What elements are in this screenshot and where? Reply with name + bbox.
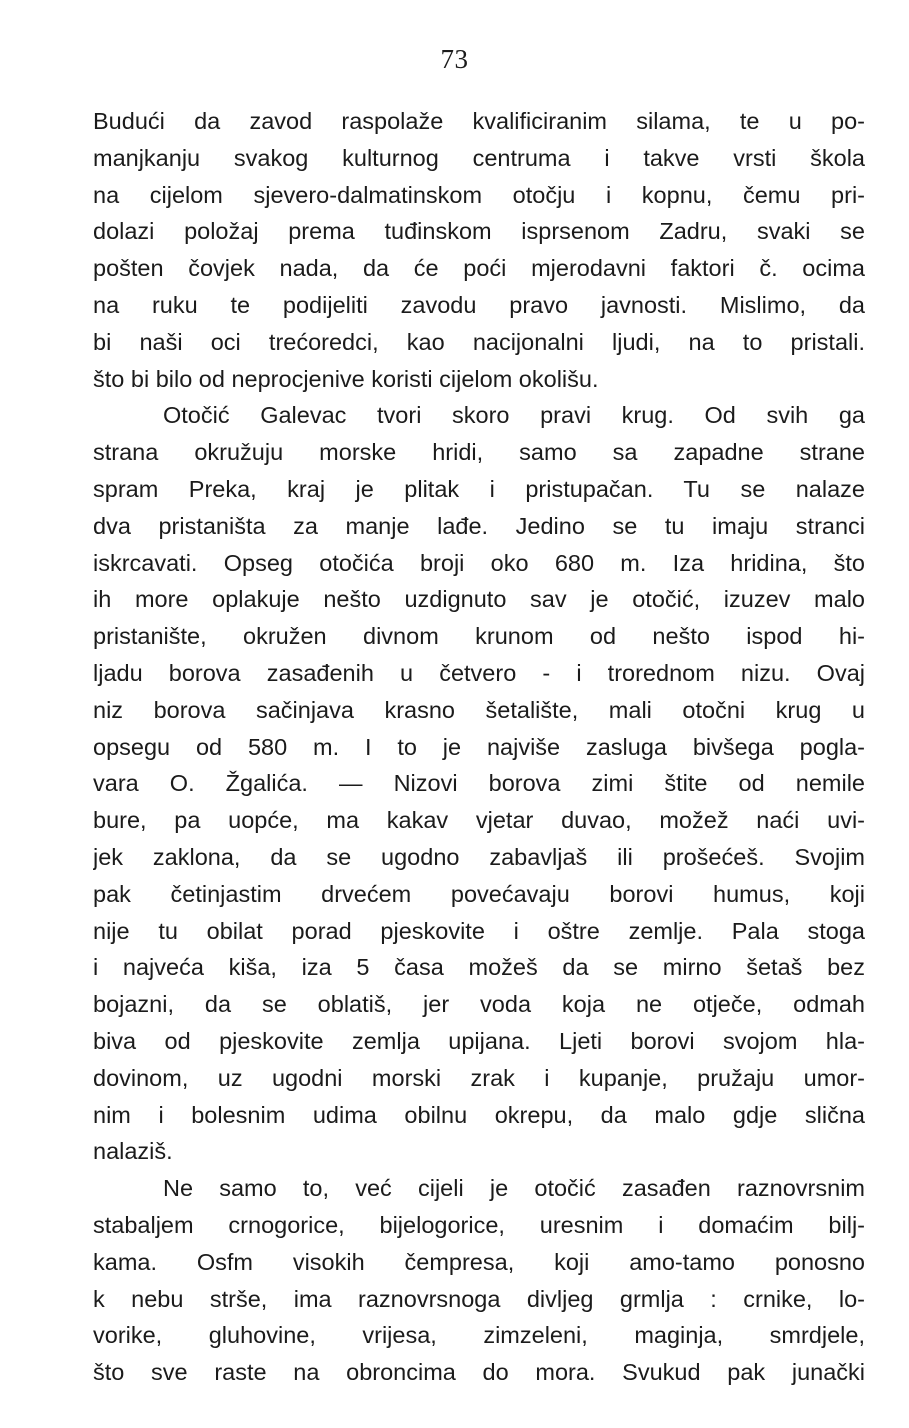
text-line: bi naši oci trećoredci, kao nacijonalni ljudi, na to pristali. — [93, 328, 865, 355]
text-line: bure, pa uopće, ma kakav vjetar duvao, možež naći uvi- — [93, 807, 865, 834]
text-line: pošten čovjek nada, da će poći mjerodavni faktori č. ocima — [93, 255, 865, 282]
text-line: jek zaklona, da se ugodno zabavljaš ili prošećeš. Svojim — [93, 843, 865, 870]
text-line: dolazi položaj prema tuđinskom isprsenom Zadru, svaki se — [93, 218, 865, 245]
text-line: opsegu od 580 m. I to je najviše zasluga bivšega pogla- — [93, 733, 865, 760]
page-number: 73 — [440, 44, 469, 74]
text-line: niz borova sačinjava krasno šetalište, mali otočni krug u — [93, 696, 865, 723]
text-line: kama. Osfm visokih čempresa, koji amo-tamo ponosno — [93, 1248, 865, 1275]
text-line: stabaljem crnogorice, bijelogorice, uresnim i domaćim bilj- — [93, 1211, 865, 1238]
text-line: ljadu borova zasađenih u četvero - i trorednom nizu. Ovaj — [93, 659, 865, 686]
text-line: i najveća kiša, iza 5 časa možeš da se mirno šetaš bez — [93, 954, 865, 981]
text-line: Ne samo to, već cijeli je otočić zasađen raznovrsnim — [163, 1175, 865, 1202]
text-line: iskrcavati. Opseg otočića broji oko 680 m. Iza hridina, što — [93, 549, 865, 576]
text-line: k nebu strše, ima raznovrsnoga divljeg grmlja : crnike, lo- — [93, 1285, 865, 1312]
text-line: spram Preka, kraj je plitak i pristupačan. Tu se nalaze — [93, 475, 865, 502]
text-line: nalaziš. — [93, 1138, 173, 1165]
text-line: bojazni, da se oblatiš, jer voda koja ne otječe, odmah — [93, 991, 865, 1018]
text-line: pak četinjastim drvećem povećavaju borovi humus, koji — [93, 880, 865, 907]
text-line: Otočić Galevac tvori skoro pravi krug. Od svih ga — [163, 402, 865, 429]
text-line: Budući da zavod raspolaže kvalificiranim silama, te u po- — [93, 108, 865, 134]
text-line: strana okružuju morske hridi, samo sa zapadne strane — [93, 439, 865, 466]
text-line: što sve raste na obroncima do mora. Svukud pak junački — [93, 1359, 865, 1386]
text-line: dovinom, uz ugodni morski zrak i kupanje, pružaju umor- — [93, 1064, 865, 1091]
text-line: nim i bolesnim udima obilnu okrepu, da malo gdje slična — [93, 1101, 865, 1128]
text-line: što bi bilo od neprocjenive koristi cijelom okolišu. — [93, 365, 599, 392]
text-line: pristanište, okružen divnom krunom od nešto ispod hi- — [93, 623, 865, 650]
text-line: dva pristaništa za manje lađe. Jedino se tu imaju stranci — [93, 512, 865, 539]
text-line: vorike, gluhovine, vrijesa, zimzeleni, maginja, smrdjele, — [93, 1322, 865, 1349]
text-line: na ruku te podijeliti zavodu pravo javnosti. Mislimo, da — [93, 291, 865, 318]
text-line: ih more oplakuje nešto uzdignuto sav je otočić, izuzev malo — [93, 586, 865, 613]
body-text — [93, 103, 865, 1391]
text-line: na cijelom sjevero-dalmatinskom otočju i kopnu, čemu pri- — [93, 181, 865, 208]
text-line: biva od pjeskovite zemlja upijana. Ljeti borovi svojom hla- — [93, 1027, 865, 1054]
text-line: nije tu obilat porad pjeskovite i oštre zemlje. Pala stoga — [93, 917, 865, 944]
text-line: manjkanju svakog kulturnog centruma i takve vrsti škola — [93, 144, 865, 171]
text-line: vara O. Žgalića. — Nizovi borova zimi štite od nemile — [93, 770, 865, 797]
